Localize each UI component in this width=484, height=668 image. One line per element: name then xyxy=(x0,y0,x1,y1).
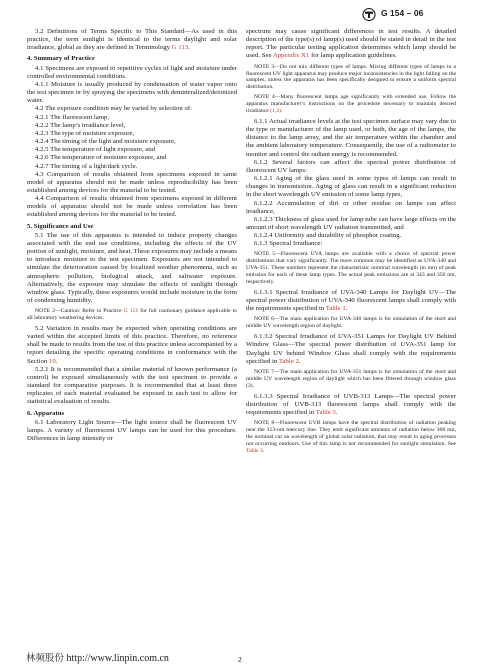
link-table-2[interactable]: Table 2 xyxy=(278,357,299,365)
list-item: 4.2.3 The type of moisture exposure, xyxy=(35,129,135,137)
section-4-4: 4.4 Comparison of results obtained from specimens exposed in different models of apparatus should not be made unless correlation has been established among devices for the material to be tested. xyxy=(27,195,237,219)
section-4-1-1: 4.1.1 Moisture is usually produced by condensation of water vapor onto the test specimen or by spraying the specimens with demineralized/deionized water. xyxy=(27,80,237,105)
section-5-1: 5.1 The use of this apparatus is intended to induce property changes associated with the end use conditions, including the effects of the UV portion of sunlight, moisture, and heat. These exposures may include a means to introduce moisture to the test specimen. Exposures are not intended to simulate the deterioration caused by localized weather phenomena, such as atmospheric pollution, biological attack, and saltwater exposure. Alternatively, the exposure may simulate the effects of sunlight through window glass. Typically, these exposures would include moisture in the form of condensing humidity. xyxy=(27,231,237,304)
link-section-10[interactable]: 10 xyxy=(48,357,56,365)
note-8-text: NOTE 8—Fluorescent UVB lamps have the spectral distribution of radiation peaking near the 313-nm mercury line. They emit significant amounts of radiation below 300 nm, the nominal cut on wavelength of global solar radiation, that may result in aging processes not occurring outdoors. Use of this lamp is not recommended for sunlight simulation. See xyxy=(246,420,456,447)
punct: . xyxy=(281,108,283,115)
page-number: 2 xyxy=(238,655,242,664)
section-5-2 xyxy=(27,325,237,366)
section-6-1-2-2: 6.1.2.2 Accumulation of dirt or other residue on lamps can affect irradiance, xyxy=(246,199,456,215)
section-6-1-text-end: for lamp application guidelines. xyxy=(309,52,397,60)
footer-watermark xyxy=(26,650,169,664)
note-3: NOTE 3—Do not mix different types of lamps. Mixing different types of lamps in a fluorescent UV light apparatus may produce major inconsistencies in the light falling on the samples, unless the apparatus has been specifically designed to ensure a uniform spectral distribution. xyxy=(246,63,456,91)
note-2-text-end: for full cautionary guidance applicable to all laboratory weathering devices. xyxy=(27,308,238,322)
watermark-url[interactable]: http://www.linpin.com.cn xyxy=(66,653,169,664)
section-4-3: 4.3 Comparison of results obtained from specimens exposed in same model of apparatus should not be made unless reproducibility has been established among devices for the material to be tested. xyxy=(27,170,237,194)
punct: . xyxy=(262,447,265,454)
section-6-1-2-3: 6.1.2.3 Thickness of glass used for lamp tube can have large effects on the amount of short wavelength UV radiation transmitted, and xyxy=(246,215,456,231)
section-5-2-text: 5.2 Variation in results may be expected when operating conditions are varied within the accepted limits of this practice. Therefore, no reference shall be made to results from the use of this practice unless accompanied by a report detailing the specific operating conditions in conformance with the Section xyxy=(27,324,237,365)
note-2-text: NOTE 2—Caution: Refer to Practice xyxy=(35,308,124,315)
section-6-1-3-3 xyxy=(246,393,456,417)
section-6-1: 6.1 Laboratory Light Source—The light source shall be fluorescent UV lamps. A variety of fluorescent UV lamps can be used for this procedure. Differences in lamp intensity or xyxy=(27,418,237,442)
punct: . xyxy=(55,357,58,365)
link-g151[interactable]: G 151 xyxy=(123,308,139,315)
section-6-1-3-1 xyxy=(246,289,456,313)
list-item: 4.2.6 The temperature of moisture exposure, and xyxy=(35,154,167,162)
section-6-1-3-3-text: 6.1.3.3 Spectral Irradiance of UVB-313 Lamps—The spectral power distribution of UVB-313 fluorescent lamps shall comply with the requirements specified in xyxy=(246,392,456,416)
section-6-1-3-1-text: 6.1.3.1 Spectral Irradiance of UVA-340 Lamps for Daylight UV—The spectral power distribution of UVA-340 fluorescent lamps shall comply with the requirements specified in xyxy=(246,289,456,313)
list-item: 4.2.7 The timing of a light/dark cycle. xyxy=(35,162,138,170)
left-column xyxy=(27,28,237,443)
list-item: 4.2.1 The fluorescent lamp, xyxy=(35,113,110,121)
punct: . xyxy=(345,305,348,313)
note-4 xyxy=(246,94,456,115)
section-6-1-2: 6.1.2 Several factors can affect the spectral power distribution of fluorescent UV lamps: xyxy=(246,158,456,174)
astm-logo-icon xyxy=(362,8,376,21)
list-item: 4.2.4 The timing of the light and moisture exposure, xyxy=(35,138,176,146)
link-table-1[interactable]: Table 1 xyxy=(325,305,346,313)
document-code: G 154 – 06 xyxy=(381,8,424,18)
note-5: NOTE 5—Fluorescent UVA lamps are available with a choice of spectral power distributions that vary significantly. The more common may be identified as UVA-340 and UVA-351. These numbers represent the characteristic nominal wavelength (in nm) of peak emission for each of these lamp types. The actual peak emissions are at 343 and 350 nm, respectively. xyxy=(246,251,456,286)
section-3-2 xyxy=(27,28,237,52)
section-6-1-text: spectrum may cause significant differences in test results. A detailed description of the type(s) of lamp(s) used should be stated in detail in the test report. The particular testing application determines which lamp should be used. See xyxy=(246,28,456,60)
note-7: NOTE 7—The main application for UVA-351 lamps is for simulation of the short and middle UV wavelength region of daylight which has been filtered through window glass (3). xyxy=(246,368,456,389)
note-2 xyxy=(27,308,237,322)
section-6-1-3: 6.1.3 Spectral Irradiance: xyxy=(254,240,323,248)
section-3-2-text: 3.2 Definitions of Terms Specific to This Standard—As used in this practice, the term sunlight is identical to the terms daylight and solar irradiance, global as they are defined in Terminology xyxy=(27,28,237,52)
heading-summary: 4. Summary of Practice xyxy=(27,55,95,63)
section-6-1-2-4: 6.1.2.4 Uniformity and durability of phosphor coating. xyxy=(254,232,402,240)
link-table-3-note[interactable]: Table 3 xyxy=(246,447,263,454)
section-4-2: 4.2 The exposure condition may be varied by selection of: xyxy=(35,105,192,113)
section-6-1-3-2-text: 6.1.3.2 Spectral Irradiance of UVA-351 Lamps for Daylight UV Behind Window Glass—The spectral power distribution of UVA-351 lamp for Daylight UV behind Window Glass shall comply with the requirements specified in xyxy=(246,333,456,365)
note-8 xyxy=(246,420,456,455)
section-6-1-continued xyxy=(246,28,456,61)
note-4-text: NOTE 4—Many fluorescent lamps age significantly with extended use. Follow the apparatus manufacturer’s instructions on the procedure necessary to maintain desired irradiance xyxy=(246,94,456,115)
punct: . xyxy=(188,44,190,52)
punct: . xyxy=(298,357,301,365)
list-item: 4.2.5 The temperature of light exposure, and xyxy=(35,146,156,154)
heading-significance: 5. Significance and Use xyxy=(27,222,94,230)
punct: . xyxy=(335,408,338,416)
right-column xyxy=(246,28,456,458)
link-g113[interactable]: G 113 xyxy=(171,44,189,52)
section-6-1-1: 6.1.1 Actual irradiance levels at the test specimen surface may vary due to the type or manufacturer of the lamp used, or both, the age of the lamps, the distance to the lamp array, and the air temperature within the chamber and the ambient laboratory temperature. Consequently, the use of a radiometer to monitor and control the radiant energy is recommended. xyxy=(246,117,456,158)
watermark-company: 林频股份 xyxy=(26,653,65,664)
note-6: NOTE 6—The main application for UVA-340 lamps is for simulation of the short and middle UV wavelength region of daylight. xyxy=(246,316,456,330)
list-item: 4.2.2 The lamp’s irradiance level, xyxy=(35,121,126,129)
section-6-1-2-1: 6.1.2.1 Aging of the glass used in some types of lamps can result in changes in transmission. Aging of glass can result in a significant reduction in the short wavelength UV emission of some lamp types, xyxy=(246,175,456,199)
link-reference-1-2[interactable]: (1,2) xyxy=(270,108,282,115)
link-appendix-x1[interactable]: Appendix X1 xyxy=(272,52,310,60)
heading-apparatus: 6. Apparatus xyxy=(27,409,65,417)
section-6-1-3-2 xyxy=(246,333,456,366)
section-4-1: 4.1 Specimens are exposed to repetitive cycles of light and moisture under controlled environmental conditions. xyxy=(27,64,237,80)
page-header xyxy=(0,8,484,22)
section-5-2-1: 5.2.1 It is recommended that a similar material of known performance (a control) be exposed simultaneously with the test specimen to provide a standard for comparative purposes. It is recommended that at least three replicates of each material evaluated be exposed in each test to allow for statistical evaluation of results. xyxy=(27,365,237,406)
link-table-3[interactable]: Table 3 xyxy=(315,408,336,416)
